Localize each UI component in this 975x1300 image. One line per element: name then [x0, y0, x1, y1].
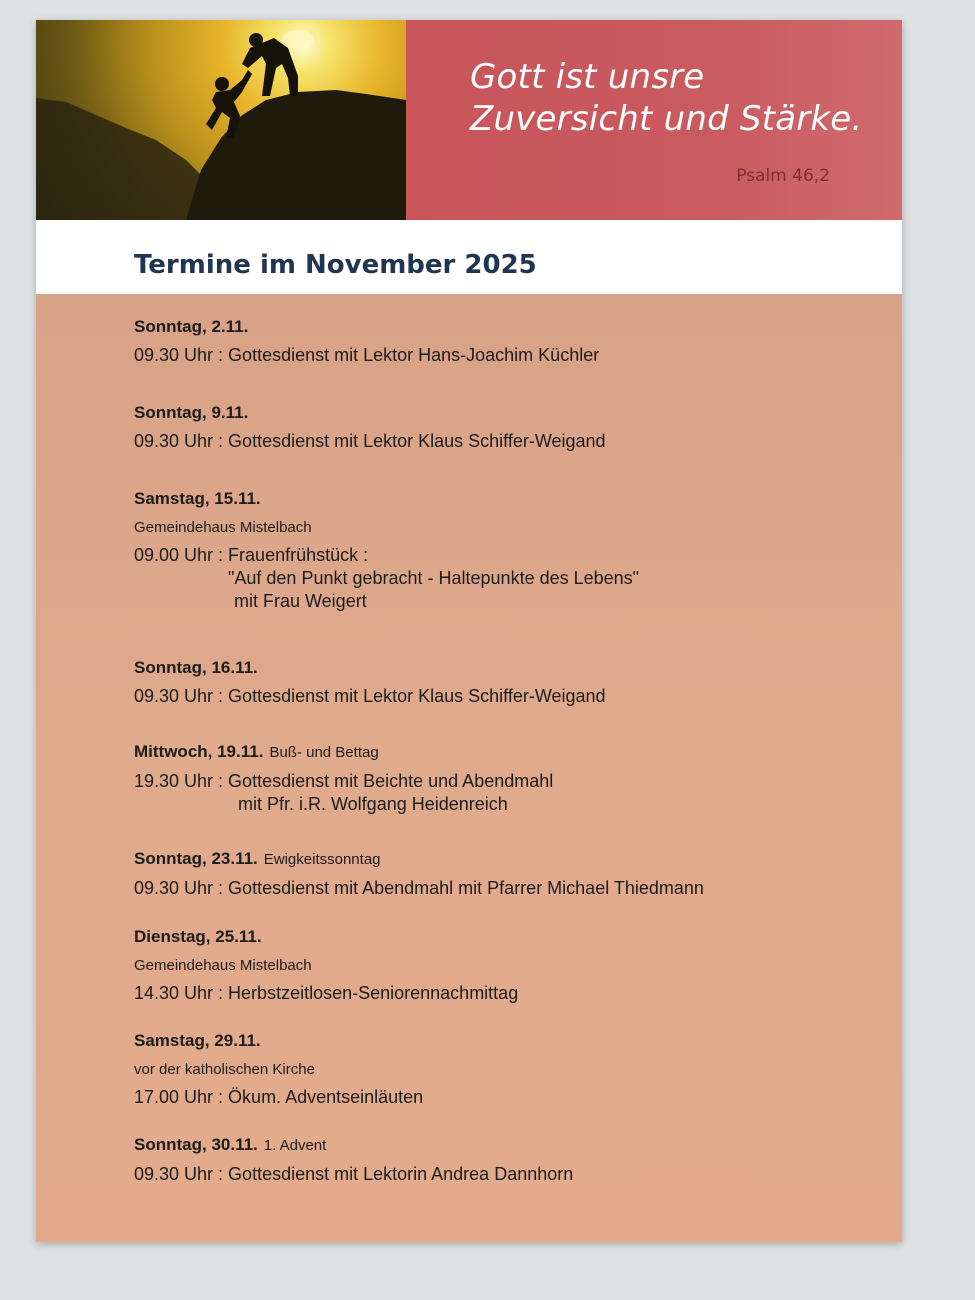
event-day: Sonntag, 30.11. [134, 1135, 258, 1154]
event-day-row [134, 849, 874, 870]
event-entry [134, 849, 874, 900]
event-time-line: 09.30 Uhr : Gottesdienst mit Lektorin Andrea Dannhorn [134, 1164, 574, 1184]
event-day-row [134, 1135, 874, 1156]
event-time-line: 09.30 Uhr : Gottesdienst mit Abendmahl mit Pfarrer Michael Thiedmann [134, 878, 704, 898]
event-time-line: 19.30 Uhr : Gottesdienst mit Beichte und Abendmahl [134, 771, 554, 791]
header-banner [36, 20, 902, 220]
event-day: Sonntag, 2.11. [134, 317, 249, 336]
event-time-line: 14.30 Uhr : Herbstzeitlosen-Seniorennachmittag [134, 983, 519, 1003]
event-description: "Auf den Punkt gebracht - Haltepunkte des Lebens" [228, 568, 640, 588]
event-entry [134, 927, 874, 1005]
event-time-line: 09.00 Uhr : Frauenfrühstück : [134, 545, 369, 565]
event-description: mit Pfr. i.R. Wolfgang Heidenreich [238, 794, 508, 814]
event-day: Dienstag, 25.11. [134, 927, 262, 946]
quote-panel [406, 20, 902, 220]
event-location: vor der katholischen Kirche [134, 1061, 315, 1078]
event-day-row [134, 742, 874, 763]
event-description: mit Frau Weigert [234, 591, 367, 611]
climbers-photo [36, 20, 406, 220]
quote-line-2: Zuversicht und Stärke. [470, 99, 863, 139]
event-time-line: 09.30 Uhr : Gottesdienst mit Lektor Klaus Schiffer-Weigand [134, 686, 606, 706]
event-location: Gemeindehaus Mistelbach [134, 519, 312, 536]
bible-quote [470, 56, 862, 140]
event-day: Samstag, 29.11. [134, 1031, 261, 1050]
event-entry [134, 1031, 874, 1109]
event-entry [134, 489, 874, 613]
event-note: Ewigkeitssonntag [263, 851, 381, 868]
event-time-line: 09.30 Uhr : Gottesdienst mit Lektor Klaus Schiffer-Weigand [134, 431, 606, 451]
quote-line-1: Gott ist unsre [470, 57, 705, 97]
event-day: Sonntag, 23.11. [134, 849, 258, 868]
event-entry [134, 742, 874, 816]
climbers-silhouette [36, 20, 406, 220]
event-day: Samstag, 15.11. [134, 489, 261, 508]
event-note: 1. Advent [263, 1137, 327, 1154]
event-day: Sonntag, 9.11. [134, 403, 249, 422]
event-time-line: 17.00 Uhr : Ökum. Adventseinläuten [134, 1087, 424, 1107]
psalm-reference: Psalm 46,2 [736, 166, 830, 186]
event-day: Mittwoch, 19.11. [134, 742, 264, 761]
event-entry [134, 317, 874, 367]
event-entry [134, 403, 874, 453]
event-location: Gemeindehaus Mistelbach [134, 957, 312, 974]
event-day: Sonntag, 16.11. [134, 658, 258, 677]
event-entry [134, 1135, 874, 1186]
flyer-sheet [36, 20, 902, 1242]
event-entry [134, 658, 874, 708]
page-title: Termine im November 2025 [134, 250, 537, 280]
event-note: Buß- und Bettag [269, 744, 379, 761]
event-time-line: 09.30 Uhr : Gottesdienst mit Lektor Hans-Joachim Küchler [134, 345, 600, 365]
